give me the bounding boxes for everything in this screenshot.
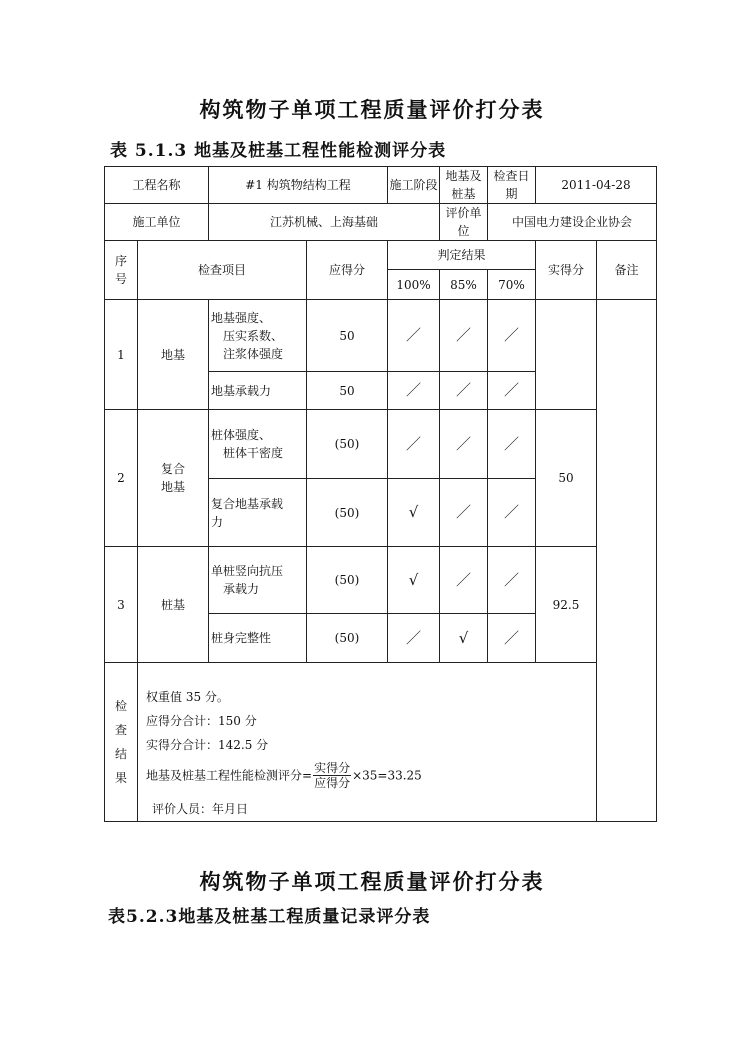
group-name: 桩基	[138, 547, 209, 663]
result-85: ／	[440, 479, 488, 547]
summary-evaluator-line: 评价人员：年月日	[152, 801, 249, 816]
group-actual-score: 92.5	[536, 547, 597, 663]
header-row-1	[105, 167, 657, 204]
formula-numerator: 实得分	[314, 761, 351, 775]
item-name	[209, 479, 307, 547]
contractor-label: 施工单位	[105, 204, 209, 241]
group-name-line: 复合	[160, 462, 185, 476]
phase-label: 施工阶段	[388, 167, 440, 204]
table-row	[105, 300, 657, 372]
item-name-line: 桩体干密度	[223, 446, 284, 460]
col-item: 检查项目	[138, 241, 307, 300]
col-seq-line2: 号	[114, 272, 127, 286]
item-name-line: 压实系数、	[223, 328, 284, 343]
item-should-score: (50)	[307, 479, 388, 547]
evaluator-label: 评价单位	[440, 204, 488, 241]
score-table	[104, 166, 657, 822]
group-actual-score	[536, 300, 597, 410]
col-seq	[105, 241, 138, 300]
project-name-label: 工程名称	[105, 167, 209, 204]
result-70: ／	[488, 547, 536, 614]
col-judge: 判定结果	[388, 241, 536, 270]
result-85: ／	[440, 300, 488, 372]
table-row	[105, 547, 657, 614]
item-name: 地基承载力	[209, 372, 307, 410]
result-85: ／	[440, 372, 488, 410]
summary-label-char: 果	[114, 770, 127, 785]
result-100: ／	[388, 372, 440, 410]
group-seq: 3	[105, 547, 138, 663]
col-seq-line1: 序	[114, 254, 127, 268]
result-70: ／	[488, 410, 536, 479]
page-title: 构筑物子单项工程质量评价打分表	[199, 97, 545, 122]
formula-suffix: ×35=33.25	[352, 768, 422, 783]
result-85: ／	[440, 547, 488, 614]
result-70: ／	[488, 300, 536, 372]
formula-denominator: 应得分	[314, 776, 351, 791]
phase-value: 地基及桩基	[440, 167, 488, 204]
result-100: ／	[388, 614, 440, 663]
header-row-2	[105, 204, 657, 241]
item-should-score: 50	[307, 300, 388, 372]
item-should-score: (50)	[307, 547, 388, 614]
result-70: ／	[488, 479, 536, 547]
summary-label	[105, 663, 138, 822]
col-should-score: 应得分	[307, 241, 388, 300]
col-70: 70%	[488, 270, 536, 300]
item-name-line: 复合地基承载	[211, 496, 284, 511]
item-name-line: 地基强度、	[211, 310, 272, 325]
table-row	[105, 410, 657, 479]
item-name	[209, 300, 307, 372]
formula-fraction	[313, 761, 351, 791]
result-70: ／	[488, 372, 536, 410]
group-name	[138, 410, 209, 547]
table-subtitle: 表 5.1.3 地基及桩基工程性能检测评分表	[110, 141, 447, 161]
summary-label-char: 检	[114, 698, 127, 713]
col-actual: 实得分	[536, 241, 597, 300]
formula-prefix: 地基及桩基工程性能检测评分=	[146, 768, 313, 783]
check-date-label: 检查日期	[488, 167, 536, 204]
summary-weight: 权重值 35 分。	[146, 690, 229, 704]
result-100: √	[388, 479, 440, 547]
summary-label-char: 结	[114, 746, 127, 761]
item-should-score: (50)	[307, 614, 388, 663]
check-date-value: 2011-04-28	[536, 167, 657, 204]
group-seq: 2	[105, 410, 138, 547]
summary-label-char: 查	[114, 722, 127, 737]
col-remark: 备注	[597, 241, 657, 300]
second-page-title: 构筑物子单项工程质量评价打分表	[199, 869, 545, 894]
project-name-value: #1 构筑物结构工程	[209, 167, 388, 204]
item-name-line: 承载力	[223, 582, 260, 596]
item-should-score: (50)	[307, 410, 388, 479]
evaluator-value: 中国电力建设企业协会	[488, 204, 657, 241]
column-header-row-1	[105, 241, 657, 270]
group-name: 地基	[138, 300, 209, 410]
item-name-line: 注浆体强度	[223, 346, 284, 361]
result-100: ／	[388, 300, 440, 372]
col-85: 85%	[440, 270, 488, 300]
item-name	[209, 410, 307, 479]
summary-actual-total: 实得分合计：142.5 分	[146, 738, 269, 752]
result-100: √	[388, 547, 440, 614]
result-85: √	[440, 614, 488, 663]
group-name-line: 地基	[160, 480, 185, 494]
group-seq: 1	[105, 300, 138, 410]
summary-formula	[146, 761, 656, 791]
summary-content	[138, 663, 657, 822]
group-actual-score: 50	[536, 410, 597, 547]
summary-row	[105, 663, 657, 822]
item-name-line: 单桩竖向抗压	[211, 564, 284, 578]
col-100: 100%	[388, 270, 440, 300]
contractor-value: 江苏机械、上海基础	[209, 204, 440, 241]
result-70: ／	[488, 614, 536, 663]
result-100: ／	[388, 410, 440, 479]
item-name: 桩身完整性	[209, 614, 307, 663]
summary-should-total: 应得分合计：150 分	[146, 714, 257, 728]
result-85: ／	[440, 410, 488, 479]
item-should-score: 50	[307, 372, 388, 410]
second-table-subtitle: 表5.2.3地基及桩基工程质量记录评分表	[108, 907, 431, 927]
item-name-line: 桩体强度、	[211, 428, 272, 442]
item-name-line: 力	[211, 514, 224, 529]
item-name	[209, 547, 307, 614]
